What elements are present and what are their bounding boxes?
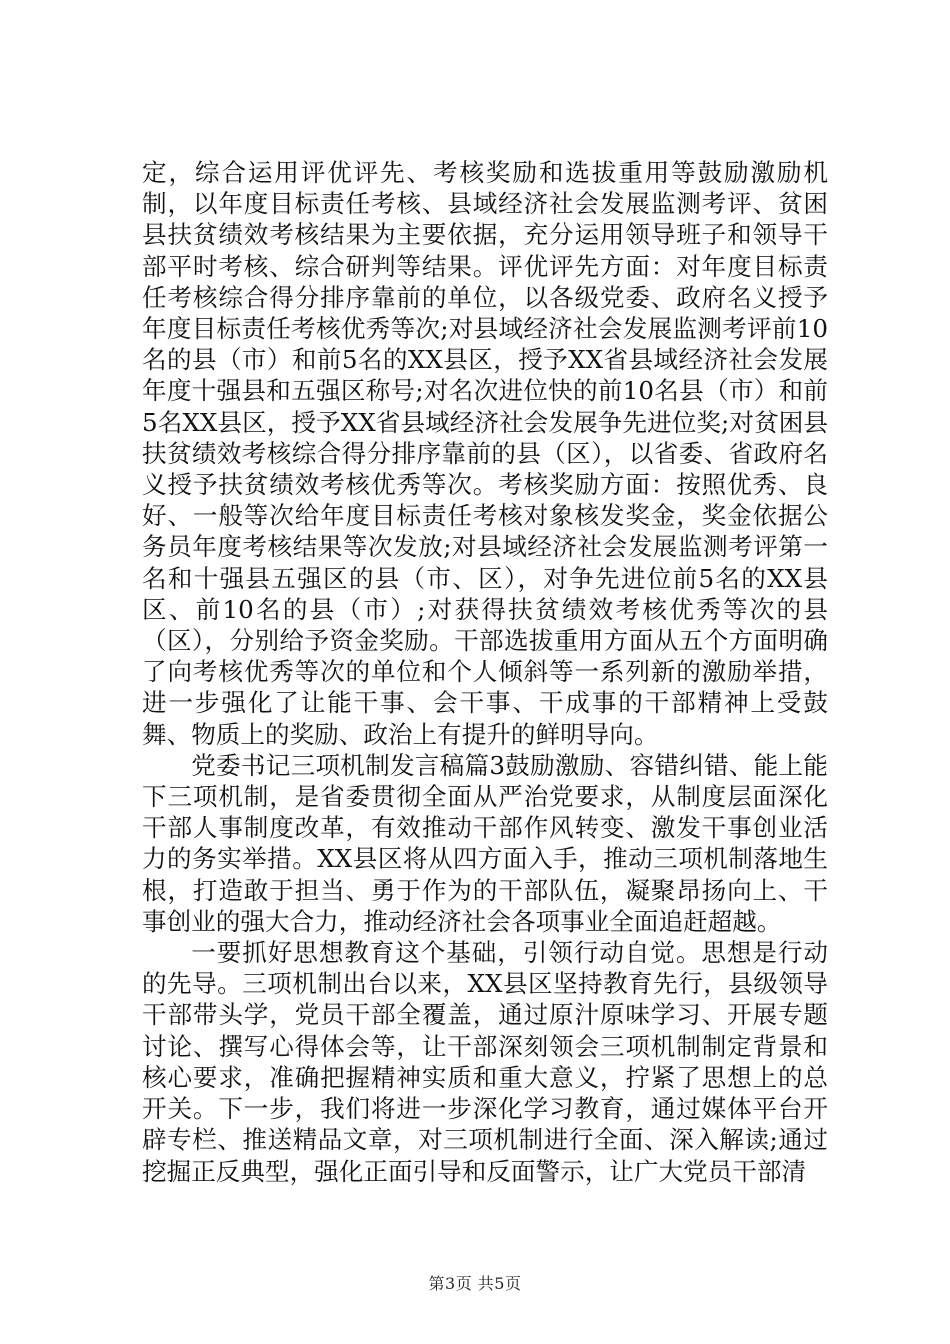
page-number-label: 第3页 共5页 [428,1274,522,1293]
paragraph-1: 定，综合运用评优评先、考核奖励和选拔重用等鼓励激励机制，以年度目标责任考核、县域经济社会发展监测考评、贫困县扶贫绩效考核结果为主要依据，充分运用领导班子和领导干部平时考核、综合研判等结果。评优评先方面：对年度目标责任考核综合得分排序靠前的单位，以各级党委、政府名义授予年度目标责任考核优秀等次;对县域经济社会发展监测考评前10名的县（市）和前5名的XX县区，授予XX省县域经济社会发展年度十强县和五强区称号;对名次进位快的前10名县（市）和前5名XX县区，授予XX省县域经济社会发展争先进位奖;对贫困县扶贫绩效考核综合得分排序靠前的县（区），以省委、省政府名义授予扶贫绩效考核优秀等次。考核奖励方面：按照优秀、良好、一般等次给年度目标责任考核对象核发奖金，奖金依据公务员年度考核结果等次发放;对县域经济社会发展监测考评第一名和十强县五强区的县（市、区），对争先进位前5名的XX县区、前10名的县（市）;对获得扶贫绩效考核优秀等次的县（区），分别给予资金奖励。干部选拔重用方面从五个方面明确了向考核优秀等次的单位和个人倾斜等一系列新的激励举措，进一步强化了让能干事、会干事、干成事的干部精神上受鼓舞、物质上的奖励、政治上有提升的鲜明导向。 [142,158,828,749]
document-body [142,157,828,1187]
page-footer [0,1271,950,1294]
paragraph-2: 党委书记三项机制发言稿篇3鼓励激励、容错纠错、能上能下三项机制，是省委贯彻全面从严治党要求，从制度层面深化干部人事制度改革，有效推动干部作风转变、激发干事创业活力的务实举措。XX县区将从四方面入手，推动三项机制落地生根，打造敢于担当、勇于作为的干部队伍，凝聚昂扬向上、干事创业的强大合力，推动经济社会各项事业全面追赶超越。 [142,750,828,936]
paragraph-3: 一要抓好思想教育这个基础，引领行动自觉。思想是行动的先导。三项机制出台以来，XX县区坚持教育先行，县级领导干部带头学，党员干部全覆盖，通过原汁原味学习、开展专题讨论、撰写心得体会等，让干部深刻领会三项机制制定背景和核心要求，准确把握精神实质和重大意义，拧紧了思想上的总开关。下一步，我们将进一步深化学习教育，通过媒体平台开辟专栏、推送精品文章，对三项机制进行全面、深入解读;通过挖掘正反典型，强化正面引导和反面警示，让广大党员干部清 [142,938,828,1186]
